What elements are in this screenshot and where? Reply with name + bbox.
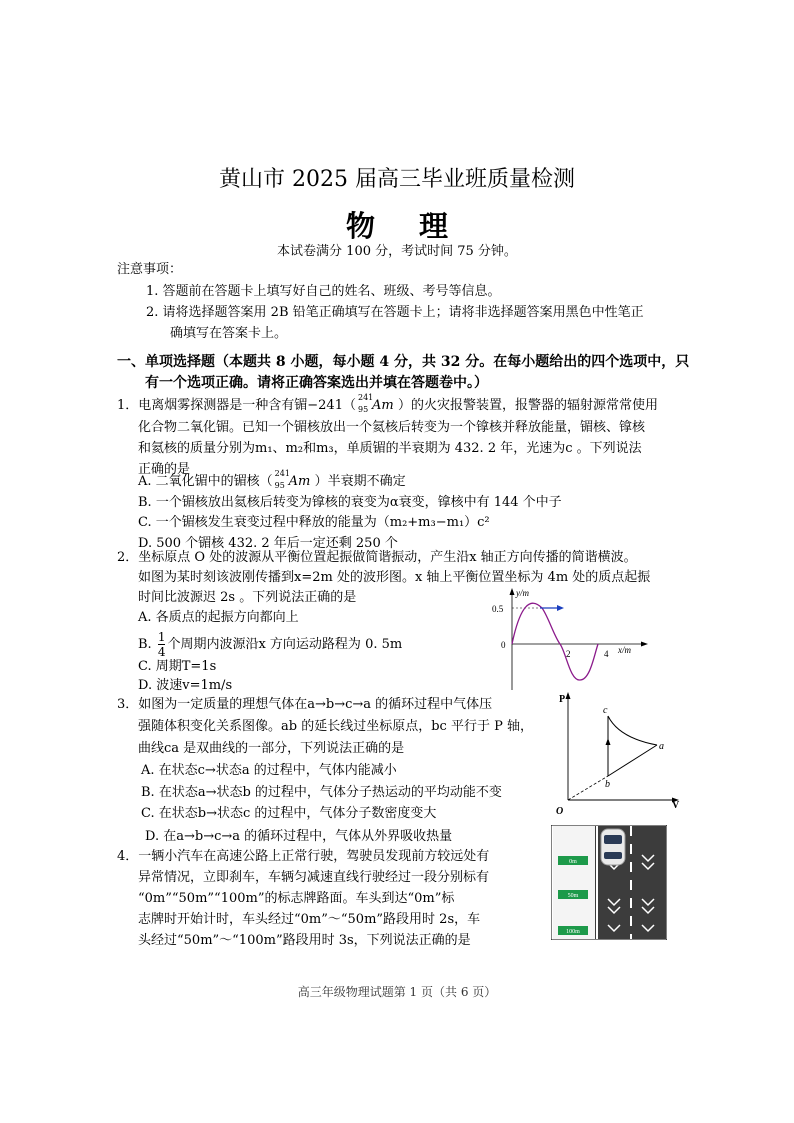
- sign-50m-label: 50m: [567, 893, 579, 899]
- x-label: x/m: [618, 645, 631, 655]
- process-ca: [608, 716, 657, 745]
- v-label: V: [672, 800, 680, 811]
- road-illustration: [551, 825, 667, 940]
- subject-title: 物理: [345, 209, 492, 243]
- pv-graph: [553, 688, 687, 820]
- y-tick: 0.5: [492, 604, 504, 614]
- q4-stem: 头经过“50m”～“100m”路段用时 3s，下列说法正确的是: [138, 933, 471, 948]
- x-tick-4: 4: [604, 649, 609, 659]
- nuclide-symbol: 241 95 Am: [357, 393, 394, 414]
- q3-stem: 强随体积变化关系图像。ab 的延长线过坐标原点，bc 平行于 P 轴，: [138, 719, 533, 734]
- q4-stem: 异常情况，立即刹车，车辆匀减速直线行驶经过一段分别标有: [138, 870, 490, 885]
- q2-stem: 如图为某时刻该波刚传播到x=2m 处的波形图。x 轴上平衡位置坐标为 4m 处的质点起振: [138, 570, 651, 585]
- q2-stem: 时间比波源迟 2s 。下列说法正确的是: [138, 590, 357, 605]
- q3-stem: 3．如图为一定质量的理想气体在a→b→c→a 的循环过程中气体压: [117, 697, 493, 712]
- q3-option-b: B. 在状态a→状态b 的过程中，气体分子热运动的平均动能不变: [141, 785, 502, 800]
- q4-stem: “0m”“50m”“100m”的标志牌路面。车头到达“0m”标: [138, 891, 455, 906]
- y-label: y/m: [516, 588, 529, 598]
- sign-0m-label: 0m: [569, 859, 577, 865]
- sign-100m-label: 100m: [566, 929, 580, 935]
- notes-heading: 注意事项：: [117, 262, 183, 277]
- q1-stem: 正确的是: [138, 462, 191, 477]
- exam-title: 黄山市 2025 届高三毕业班质量检测: [219, 167, 575, 192]
- nuclide-symbol: 241 95 Am: [274, 469, 311, 490]
- car-icon: [601, 829, 625, 865]
- note-item: 2. 请将选择题答案用 2B 铅笔正确填写在答题卡上；请将非选择题答案用黑色中性笔正: [146, 305, 644, 320]
- q1-option-b: B. 一个镅核放出氦核后转变为镎核的衰变为α衰变，镎核中有 144 个中子: [138, 495, 562, 510]
- propagation-arrow-head: [557, 605, 564, 611]
- q4-stem: 4．一辆小汽车在高速公路上正常行驶，驾驶员发现前方较远处有: [117, 849, 490, 864]
- q1-stem: 1．电离烟雾探测器是一种含有镅−241（ 241 95 Am ）的火灾报警装置，报警器的辐射源常常使用: [117, 393, 658, 414]
- q1-option-d: D. 500 个镅核 432. 2 年后一定还剩 250 个: [138, 536, 398, 551]
- o-label: O: [556, 806, 564, 817]
- q1-stem: 化合物二氧化镅。已知一个镅核放出一个氦核后转变为一个镎核并释放能量，镅核、镎核: [138, 420, 646, 435]
- section-heading: 有一个选项正确。请将正确答案选出并填在答题卷中。）: [145, 375, 488, 391]
- x-tick-2: 2: [566, 649, 571, 659]
- q2-option-b: B. $\frac{1}{4}$ 个周期内波源沿x 方向运动路程为 0. 5m: [138, 630, 403, 659]
- q3-option-a: A. 在状态c→状态a 的过程中，气体内能减小: [141, 763, 397, 778]
- q2-stem: 2．坐标原点 O 处的波源从平衡位置起振做简谐振动，产生沿x 轴正方向传播的简谐横波。: [117, 550, 637, 565]
- p-label: P: [559, 694, 566, 705]
- q1-stem: 和氦核的质量分别为m₁、m₂和m₃，单质镅的半衰期为 432. 2 年，光速为c 。下列说法: [138, 441, 642, 456]
- y-axis-arrow: [510, 588, 515, 595]
- q4-stem: 志牌时开始计时，车头经过“0m”～“50m”路段用时 2s，车: [138, 912, 481, 927]
- origin-label: 0: [501, 640, 506, 650]
- page-footer: 高三年级物理试题第 1 页（共 6 页）: [297, 985, 497, 999]
- ab-extension: [568, 776, 608, 800]
- q1-option-a: A. 二氧化镅中的镅核（ 241 95 Am ）半衰期不确定: [138, 469, 406, 490]
- q1-option-c: C. 一个镅核发生衰变过程中释放的能量为（m₂+m₃−m₁）c²: [138, 515, 490, 530]
- waveform-curve: [512, 603, 598, 680]
- q3-option-c: C. 在状态b→状态c 的过程中，气体分子数密度变大: [141, 806, 437, 821]
- c-label: c: [603, 705, 608, 716]
- note-item: 确填写在答案卡上。: [170, 326, 288, 341]
- a-label: a: [659, 741, 664, 752]
- q2-option-c: C. 周期T=1s: [138, 659, 217, 674]
- section-heading: 一、单项选择题（本题共 8 小题，每小题 4 分，共 32 分。在每小题给出的四个选项中，只: [117, 354, 690, 370]
- q2-option-d: D. 波速v=1m/s: [138, 678, 233, 693]
- process-ab: [608, 745, 657, 776]
- b-label: b: [605, 779, 610, 790]
- exam-info: 本试卷满分 100 分，考试时间 75 分钟。: [277, 244, 517, 259]
- roadside: [553, 826, 595, 939]
- q3-option-d: D. 在a→b→c→a 的循环过程中，气体从外界吸收热量: [145, 829, 453, 844]
- wave-graph: [490, 586, 650, 691]
- q3-stem: 曲线ca 是双曲线的一部分，下列说法正确的是: [138, 741, 405, 756]
- bc-arrow: [606, 738, 611, 745]
- x-axis-arrow: [641, 642, 648, 647]
- p-axis-arrow: [566, 692, 571, 699]
- fraction: $\frac{1}{4}$: [157, 630, 166, 659]
- q2-option-a: A. 各质点的起振方向都向上: [138, 610, 299, 625]
- note-item: 1. 答题前在答题卡上填写好自己的姓名、班级、考号等信息。: [146, 284, 501, 299]
